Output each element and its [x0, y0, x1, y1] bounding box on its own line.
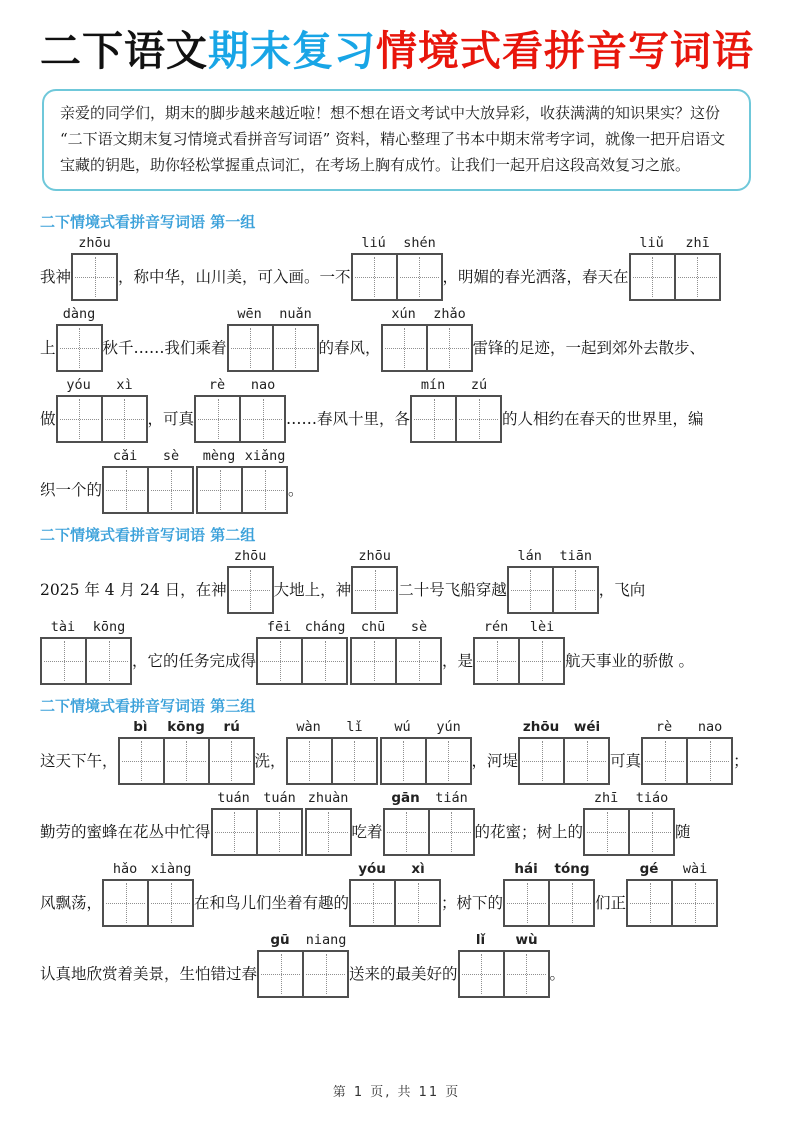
sentence-text: 风飘荡，	[40, 894, 103, 913]
writing-box[interactable]	[307, 810, 350, 854]
page-title	[40, 28, 753, 75]
writing-box[interactable]	[73, 255, 116, 299]
pinyin-label: zhōu	[522, 718, 560, 735]
pinyin-box-group	[383, 789, 475, 856]
pinyin-row	[257, 931, 349, 950]
pinyin-row	[518, 718, 610, 737]
pinyin-label: gū	[270, 931, 290, 948]
pinyin-box-group	[194, 376, 286, 443]
writing-box[interactable]	[426, 326, 471, 370]
writing-grid	[383, 808, 475, 856]
pinyin-row	[71, 234, 118, 253]
pinyin-label: liú	[361, 234, 386, 251]
pinyin-box-group	[286, 718, 378, 785]
page-number: 第 1 页, 共 11 页	[332, 1085, 461, 1100]
pinyin-row	[56, 376, 148, 395]
pinyin-label: lán	[517, 547, 542, 564]
exercise-line	[40, 376, 753, 443]
intro-box	[42, 89, 751, 190]
pinyin-box-group	[351, 234, 443, 301]
sentence-text: ；	[733, 752, 749, 771]
writing-box[interactable]	[425, 739, 470, 783]
pinyin-row	[102, 447, 194, 466]
pinyin-row	[305, 789, 352, 808]
writing-grid	[518, 737, 610, 785]
writing-box[interactable]	[460, 952, 503, 996]
sentence-text: 可真	[610, 752, 642, 771]
pinyin-label: rú	[223, 718, 240, 735]
sentence-text: ，河堤	[471, 752, 519, 771]
pinyin-box-group	[629, 234, 721, 301]
writing-grid	[211, 808, 303, 856]
writing-box[interactable]	[394, 881, 439, 925]
writing-box[interactable]	[671, 881, 716, 925]
writing-box[interactable]	[229, 568, 272, 612]
writing-box[interactable]	[198, 468, 241, 512]
title-part-black: 二下语文	[40, 27, 208, 75]
title-part-red: 情境式看拼音写词语	[376, 27, 754, 75]
writing-grid	[56, 324, 103, 372]
pinyin-box-group	[196, 447, 288, 514]
pinyin-row	[194, 376, 286, 395]
pinyin-label: kōng	[92, 618, 126, 635]
writing-grid	[473, 637, 565, 685]
pinyin-label: nuǎn	[279, 305, 312, 322]
writing-grid	[194, 395, 286, 443]
writing-box[interactable]	[428, 810, 473, 854]
pinyin-label: tài	[50, 618, 76, 635]
pinyin-label: lèi	[529, 618, 555, 635]
writing-box[interactable]	[505, 881, 548, 925]
pinyin-row	[458, 931, 550, 950]
writing-box[interactable]	[101, 397, 146, 441]
writing-grid	[349, 879, 441, 927]
pinyin-box-group	[211, 789, 303, 856]
pinyin-label: sè	[410, 618, 428, 635]
pinyin-label: cǎi	[112, 447, 138, 464]
writing-box[interactable]	[455, 397, 500, 441]
pinyin-label: xiǎng	[244, 447, 286, 464]
pinyin-box-group	[473, 618, 565, 685]
pinyin-box-group	[641, 718, 733, 785]
writing-box[interactable]	[475, 639, 518, 683]
writing-box[interactable]	[585, 810, 628, 854]
writing-box[interactable]	[288, 739, 331, 783]
pinyin-row	[350, 618, 442, 637]
pinyin-label: yún	[436, 718, 461, 735]
pinyin-label: kōng	[167, 718, 205, 735]
writing-grid	[56, 395, 148, 443]
pinyin-label: hǎo	[112, 860, 138, 877]
writing-box[interactable]	[302, 952, 347, 996]
pinyin-box-group	[102, 447, 194, 514]
pinyin-box-group	[410, 376, 502, 443]
pinyin-label: shén	[403, 234, 436, 251]
writing-grid	[507, 566, 599, 614]
writing-box[interactable]	[674, 255, 719, 299]
writing-box[interactable]	[147, 468, 192, 512]
pinyin-label: yóu	[66, 376, 91, 393]
pinyin-row	[626, 860, 718, 879]
writing-box[interactable]	[42, 639, 85, 683]
exercise-line	[40, 547, 753, 614]
pinyin-box-group	[305, 789, 352, 856]
pinyin-label: xún	[391, 305, 416, 322]
pinyin-row	[40, 618, 132, 637]
pinyin-box-group	[583, 789, 675, 856]
writing-box[interactable]	[518, 639, 563, 683]
worksheet-sections	[40, 201, 753, 1002]
writing-box[interactable]	[241, 468, 286, 512]
pinyin-label: wàn	[296, 718, 321, 735]
writing-box[interactable]	[352, 639, 395, 683]
pinyin-label: wēn	[237, 305, 262, 322]
pinyin-label: tóng	[554, 860, 590, 877]
writing-box[interactable]	[85, 639, 130, 683]
pinyin-label: nao	[697, 718, 723, 735]
sentence-text: 。	[288, 481, 304, 500]
pinyin-box-group	[257, 931, 349, 998]
writing-grid	[118, 737, 255, 785]
pinyin-label: dàng	[62, 305, 96, 322]
section-heading: 二下情境式看拼音写词语 第二组	[40, 525, 256, 544]
sentence-text: 做	[40, 410, 56, 429]
writing-box[interactable]	[229, 326, 272, 370]
sentence-text: 送来的最美好的	[349, 965, 458, 984]
writing-box[interactable]	[412, 397, 455, 441]
pinyin-label: zhōu	[233, 547, 267, 564]
pinyin-box-group	[349, 860, 441, 927]
writing-box[interactable]	[563, 739, 608, 783]
sentence-text: ；树下的	[441, 894, 504, 913]
sentence-text: 大地上，神	[273, 581, 352, 600]
writing-grid	[196, 466, 288, 514]
pinyin-box-group	[40, 618, 132, 685]
pinyin-label: zhī	[685, 234, 710, 251]
sentence-text: 这天下午，	[40, 752, 118, 771]
writing-grid	[305, 808, 352, 856]
writing-grid	[40, 637, 132, 685]
pinyin-box-group	[227, 547, 274, 614]
pinyin-label: liǔ	[639, 234, 664, 251]
pinyin-label: xiàng	[150, 860, 192, 877]
writing-box[interactable]	[196, 397, 239, 441]
writing-box[interactable]	[301, 639, 346, 683]
pinyin-row	[211, 789, 303, 808]
exercise-line	[40, 447, 753, 514]
pinyin-box-group	[102, 860, 194, 927]
writing-grid	[102, 466, 194, 514]
sentence-text: ，明媚的春光洒落，春天在	[442, 268, 629, 287]
writing-grid	[71, 253, 118, 301]
writing-box[interactable]	[643, 739, 686, 783]
writing-box[interactable]	[58, 397, 101, 441]
title-part-blue: 期末复习	[208, 27, 376, 75]
writing-box[interactable]	[395, 639, 440, 683]
writing-box[interactable]	[353, 255, 396, 299]
pinyin-label: zhǎo	[433, 305, 466, 322]
pinyin-label: zú	[470, 376, 488, 393]
pinyin-box-group	[507, 547, 599, 614]
writing-box[interactable]	[385, 810, 428, 854]
sentence-text: 的花蜜；树上的	[474, 823, 584, 842]
sentence-text: 2025 年 4 月 24 日，在神	[40, 581, 227, 600]
pinyin-row	[507, 547, 599, 566]
writing-grid	[410, 395, 502, 443]
pinyin-row	[227, 305, 319, 324]
pinyin-label: zhuàn	[307, 789, 349, 806]
pinyin-box-group	[626, 860, 718, 927]
writing-box[interactable]	[239, 397, 284, 441]
pinyin-row	[56, 305, 103, 324]
pinyin-box-group	[350, 618, 442, 685]
pinyin-label: tuán	[217, 789, 250, 806]
writing-box[interactable]	[382, 739, 425, 783]
pinyin-label: mèng	[202, 447, 236, 464]
writing-grid	[227, 324, 319, 372]
writing-grid	[256, 637, 348, 685]
pinyin-box-group	[351, 547, 398, 614]
writing-box[interactable]	[509, 568, 552, 612]
pinyin-label: bì	[133, 718, 148, 735]
pinyin-label: wù	[515, 931, 538, 948]
sentence-text: ，它的任务完成得	[132, 652, 257, 671]
sentence-text: 我神	[40, 268, 72, 287]
pinyin-row	[583, 789, 675, 808]
writing-grid	[257, 950, 349, 998]
writing-box[interactable]	[163, 739, 208, 783]
pinyin-box-group	[118, 718, 255, 785]
pinyin-label: yóu	[358, 860, 386, 877]
pinyin-box-group	[518, 718, 610, 785]
sentence-text: 二十号飞船穿越	[398, 581, 507, 600]
exercise-line	[40, 234, 753, 301]
pinyin-row	[351, 234, 443, 253]
writing-box[interactable]	[383, 326, 426, 370]
pinyin-box-group	[380, 718, 472, 785]
section-heading: 二下情境式看拼音写词语 第一组	[40, 212, 256, 231]
writing-box[interactable]	[213, 810, 256, 854]
pinyin-box-group	[227, 305, 319, 372]
writing-grid	[583, 808, 675, 856]
pinyin-row	[383, 789, 475, 808]
pinyin-label: gān	[391, 789, 420, 806]
pinyin-label: rè	[208, 376, 226, 393]
pinyin-row	[473, 618, 565, 637]
pinyin-label: tiáo	[635, 789, 669, 806]
pinyin-label: chū	[360, 618, 386, 635]
writing-grid	[351, 253, 443, 301]
exercise-line	[40, 305, 753, 372]
sentence-text: 吃着	[351, 823, 383, 842]
sentence-text: ……春风十里，各	[286, 410, 411, 429]
writing-grid	[102, 879, 194, 927]
writing-box[interactable]	[351, 881, 394, 925]
pinyin-row	[118, 718, 255, 737]
pinyin-label: lǐ	[346, 718, 363, 735]
pinyin-label: zhī	[593, 789, 619, 806]
pinyin-box-group	[56, 376, 148, 443]
pinyin-label: tián	[435, 789, 468, 806]
pinyin-row	[351, 547, 398, 566]
writing-grid	[286, 737, 378, 785]
writing-grid	[626, 879, 718, 927]
pinyin-label: xì	[411, 860, 425, 877]
writing-grid	[641, 737, 733, 785]
writing-box[interactable]	[353, 568, 396, 612]
writing-grid	[458, 950, 550, 998]
sentence-text: 在和鸟儿们坐着有趣的	[194, 894, 350, 913]
pinyin-row	[410, 376, 502, 395]
sentence-text: 认真地欣赏着美景，生怕错过春	[40, 965, 258, 984]
section-heading: 二下情境式看拼音写词语 第三组	[40, 696, 256, 715]
pinyin-box-group	[503, 860, 595, 927]
pinyin-box-group	[381, 305, 473, 372]
sentence-text: 的人相约在春天的世界里，编	[502, 410, 704, 429]
pinyin-box-group	[256, 618, 348, 685]
pinyin-row	[227, 547, 274, 566]
pinyin-row	[102, 860, 194, 879]
pinyin-label: zhōu	[78, 234, 111, 251]
pinyin-label: niang	[305, 931, 347, 948]
pinyin-label: cháng	[304, 618, 346, 635]
pinyin-label: wài	[682, 860, 708, 877]
pinyin-label: lǐ	[475, 931, 486, 948]
writing-grid	[381, 324, 473, 372]
exercise-line	[40, 860, 753, 927]
writing-box[interactable]	[259, 952, 302, 996]
exercise-line	[40, 931, 753, 998]
pinyin-label: fēi	[266, 618, 292, 635]
sentence-text: 雷锋的足迹，一起到郊外去散步、	[472, 339, 706, 358]
pinyin-label: nao	[250, 376, 276, 393]
pinyin-label: mín	[420, 376, 446, 393]
writing-grid	[380, 737, 472, 785]
pinyin-box-group	[71, 234, 118, 301]
writing-grid	[503, 879, 595, 927]
pinyin-row	[286, 718, 378, 737]
pinyin-label: tuán	[263, 789, 296, 806]
sentence-text: ，飞向	[598, 581, 646, 600]
pinyin-box-group	[458, 931, 550, 998]
pinyin-label: wéi	[573, 718, 601, 735]
exercise-line	[40, 618, 753, 685]
sentence-text: 的春风，	[318, 339, 381, 358]
sentence-text: ，是	[442, 652, 474, 671]
sentence-text: 织一个的	[40, 481, 103, 500]
pinyin-label: hái	[514, 860, 538, 877]
sentence-text: 勤劳的蜜蜂在花丛中忙得	[40, 823, 211, 842]
writing-box[interactable]	[396, 255, 441, 299]
writing-box[interactable]	[686, 739, 731, 783]
writing-box[interactable]	[208, 739, 253, 783]
exercise-line	[40, 789, 753, 856]
writing-box[interactable]	[631, 255, 674, 299]
pinyin-label: zhōu	[358, 547, 391, 564]
exercise-line	[40, 718, 753, 785]
writing-box[interactable]	[520, 739, 563, 783]
writing-box[interactable]	[258, 639, 301, 683]
writing-grid	[351, 566, 398, 614]
pinyin-label: gé	[639, 860, 659, 877]
writing-grid	[629, 253, 721, 301]
writing-grid	[350, 637, 442, 685]
writing-box[interactable]	[548, 881, 593, 925]
writing-box[interactable]	[104, 881, 147, 925]
pinyin-label: xì	[116, 376, 133, 393]
sentence-text: ，可真	[147, 410, 195, 429]
sentence-text: 。	[549, 965, 566, 984]
pinyin-row	[196, 447, 288, 466]
intro-text: 亲爱的同学们，期末的脚步越来越近啦！想不想在语文考试中大放异彩，收获满满的知识果实？这份 “二下语文期末复习情境式看拼音写词语” 资料，精心整理了书本中期末常考字词，就像一把开启语文宝藏的钥匙，助你轻松掌握重点词汇，在考场上胸有成竹。让我们一起开启这段高效复习之旅。	[60, 104, 726, 174]
pinyin-label: rè	[655, 718, 673, 735]
writing-box[interactable]	[331, 739, 376, 783]
pinyin-row	[256, 618, 348, 637]
pinyin-box-group	[56, 305, 103, 372]
sentence-text: 洗，	[254, 752, 286, 771]
sentence-text: 航天事业的骄傲 。	[565, 652, 694, 671]
pinyin-label: rén	[483, 618, 509, 635]
pinyin-row	[381, 305, 473, 324]
writing-box[interactable]	[104, 468, 147, 512]
pinyin-row	[503, 860, 595, 879]
sentence-text: 们正	[595, 894, 627, 913]
pinyin-row	[349, 860, 441, 879]
pinyin-label: tiān	[559, 547, 592, 564]
writing-box[interactable]	[58, 326, 101, 370]
writing-box[interactable]	[503, 952, 548, 996]
pinyin-label: wú	[394, 718, 411, 735]
writing-box[interactable]	[628, 881, 671, 925]
sentence-text: ，称中华，山川美，可入画。一不	[118, 268, 351, 287]
writing-box[interactable]	[272, 326, 317, 370]
writing-box[interactable]	[552, 568, 597, 612]
sentence-text: 秋千……我们乘着	[102, 339, 227, 358]
writing-box[interactable]	[628, 810, 673, 854]
pinyin-row	[641, 718, 733, 737]
writing-box[interactable]	[256, 810, 301, 854]
pinyin-row	[380, 718, 472, 737]
sentence-text: 上	[40, 339, 56, 358]
sentence-text: 随	[675, 823, 691, 842]
pinyin-row	[629, 234, 721, 253]
writing-grid	[227, 566, 274, 614]
pinyin-label: sè	[162, 447, 180, 464]
writing-box[interactable]	[147, 881, 192, 925]
writing-box[interactable]	[120, 739, 163, 783]
